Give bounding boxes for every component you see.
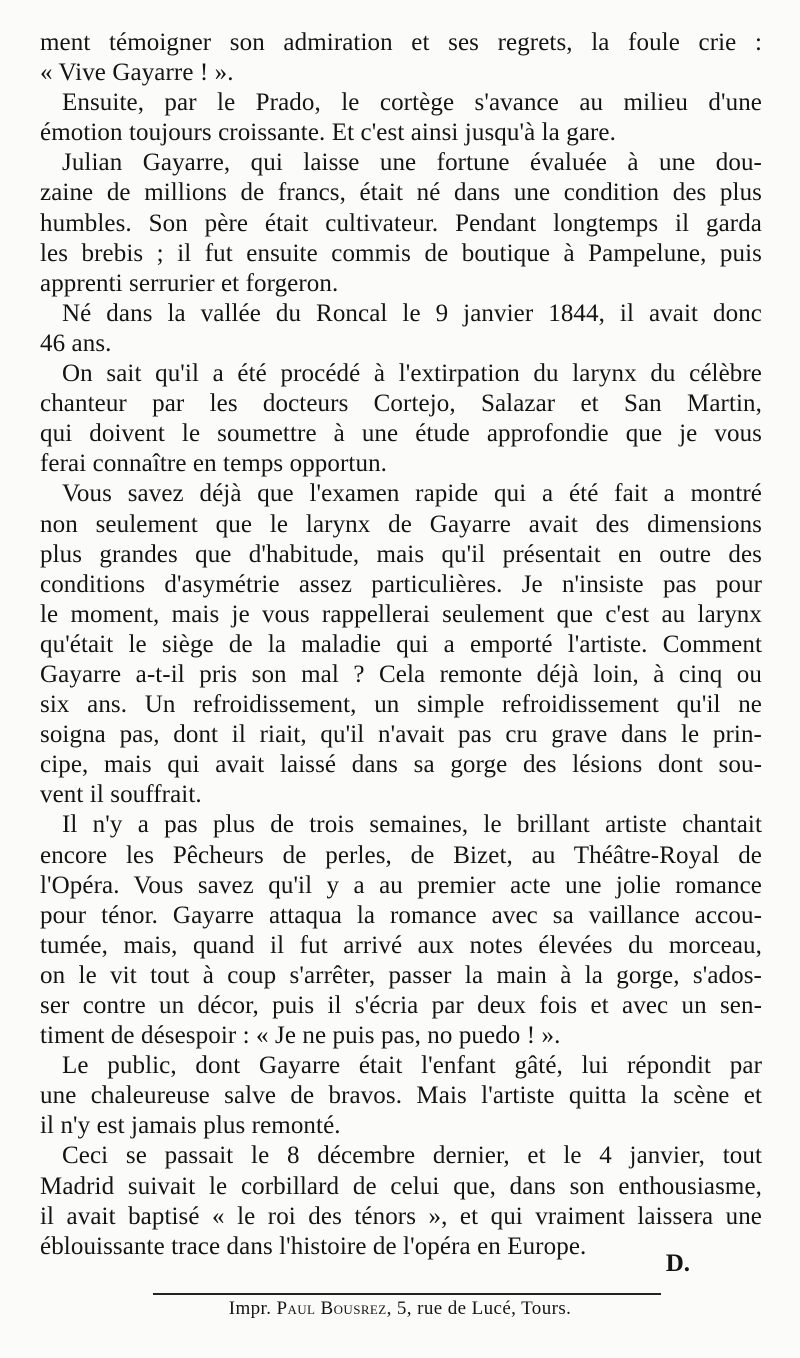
text-line: cipe, mais qui avait laissé dans sa gorge des lésions dont sou- — [40, 751, 762, 779]
text-line: encore les Pêcheurs de perles, de Bizet, au Théâtre-Royal de — [40, 841, 762, 869]
footer-rule — [153, 1293, 661, 1295]
text-line: le moment, mais je vous rappellerai seulement que c'est au larynx — [40, 600, 762, 628]
imprint-prefix: Impr. — [228, 1298, 277, 1319]
text-line: Vous savez déjà que l'examen rapide qui a été fait a montré — [62, 480, 762, 508]
text-line: Il n'y a pas plus de trois semaines, le brillant artiste chantait — [62, 811, 762, 839]
paragraph — [40, 359, 762, 479]
text-line: 46 ans. — [40, 329, 112, 357]
paragraph — [40, 810, 762, 1051]
text-line: Julian Gayarre, qui laisse une fortune évaluée à une dou- — [62, 149, 762, 177]
paragraph — [40, 148, 762, 298]
paragraph — [40, 1141, 762, 1261]
text-line: six ans. Un refroidissement, un simple refroidissement qu'il ne — [40, 691, 762, 719]
text-line: Ensuite, par le Prado, le cortège s'avance au milieu d'une — [62, 89, 762, 117]
text-line: « Vive Gayarre ! ». — [40, 59, 234, 87]
text-line: qu'était le siège de la maladie qui a emporté l'artiste. Comment — [40, 630, 762, 658]
paragraph — [40, 28, 762, 88]
text-line: il avait baptisé « le roi des ténors », et qui vraiment laissera une — [40, 1202, 762, 1230]
text-line: l'Opéra. Vous savez qu'il y a au premier acte une jolie romance — [40, 871, 762, 899]
text-line: ferai connaître en temps opportun. — [40, 450, 388, 478]
text-line: qui doivent le soumettre à une étude approfondie que je vous — [40, 420, 762, 448]
signature: D. — [665, 1250, 690, 1277]
text-line: Ceci se passait le 8 décembre dernier, et le 4 janvier, tout — [62, 1142, 762, 1170]
text-line: On sait qu'il a été procédé à l'extirpation du larynx du célèbre — [62, 360, 762, 388]
paragraph — [40, 88, 762, 148]
text-line: il n'y est jamais plus remonté. — [40, 1112, 341, 1140]
body-text — [40, 28, 762, 1262]
text-line: ment témoigner son admiration et ses regrets, la foule crie : — [40, 29, 762, 56]
text-line: éblouissante trace dans l'histoire de l'opéra en Europe. — [40, 1232, 587, 1260]
text-line: Gayarre a-t-il pris son mal ? Cela remonte déjà loin, à cinq ou — [40, 660, 762, 688]
text-line: Le public, dont Gayarre était l'enfant gâté, lui répondit par — [62, 1052, 762, 1080]
paragraph — [40, 479, 762, 810]
imprint-address: , 5, rue de Lucé, Tours. — [386, 1298, 572, 1319]
text-line: tumée, mais, quand il fut arrivé aux notes élevées du morceau, — [40, 931, 762, 959]
text-line: conditions d'asymétrie assez particulières. Je n'insiste pas pour — [40, 570, 762, 598]
text-line: vent il souffrait. — [40, 781, 202, 809]
text-line: les brebis ; il fut ensuite commis de boutique à Pampelune, puis — [40, 239, 762, 267]
text-line: pour ténor. Gayarre attaqua la romance avec sa vaillance accou- — [40, 901, 762, 929]
text-line: soigna pas, dont il riait, qu'il n'avait pas cru grave dans le prin- — [40, 721, 762, 749]
text-line: Né dans la vallée du Roncal le 9 janvier 1844, il avait donc — [62, 299, 762, 327]
paragraph — [40, 299, 762, 359]
text-line: apprenti serrurier et forgeron. — [40, 269, 339, 297]
text-line: non seulement que le larynx de Gayarre avait des dimensions — [40, 510, 762, 538]
text-line: chanteur par les docteurs Cortejo, Salazar et San Martin, — [40, 390, 762, 418]
paragraph — [40, 1051, 762, 1141]
text-line: Madrid suivait le corbillard de celui que, dans son enthousiasme, — [40, 1172, 762, 1200]
text-line: émotion toujours croissante. Et c'est ainsi jusqu'à la gare. — [40, 119, 616, 147]
text-line: timent de désespoir : « Je ne puis pas, no puedo ! ». — [40, 1022, 561, 1050]
imprint-printer: Paul Bousrez — [276, 1298, 387, 1319]
text-line: plus grandes que d'habitude, mais qu'il présentait en outre des — [40, 540, 762, 568]
text-line: zaine de millions de francs, était né dans une condition des plus — [40, 179, 762, 207]
text-line: une chaleureuse salve de bravos. Mais l'artiste quitta la scène et — [40, 1082, 762, 1110]
text-line: ser contre un décor, puis il s'écria par deux fois et avec un sen- — [40, 992, 762, 1019]
imprint — [0, 1298, 800, 1320]
text-line: on le vit tout à coup s'arrêter, passer la main à la gorge, s'ados- — [40, 961, 762, 989]
text-line: humbles. Son père était cultivateur. Pendant longtemps il garda — [40, 209, 762, 237]
